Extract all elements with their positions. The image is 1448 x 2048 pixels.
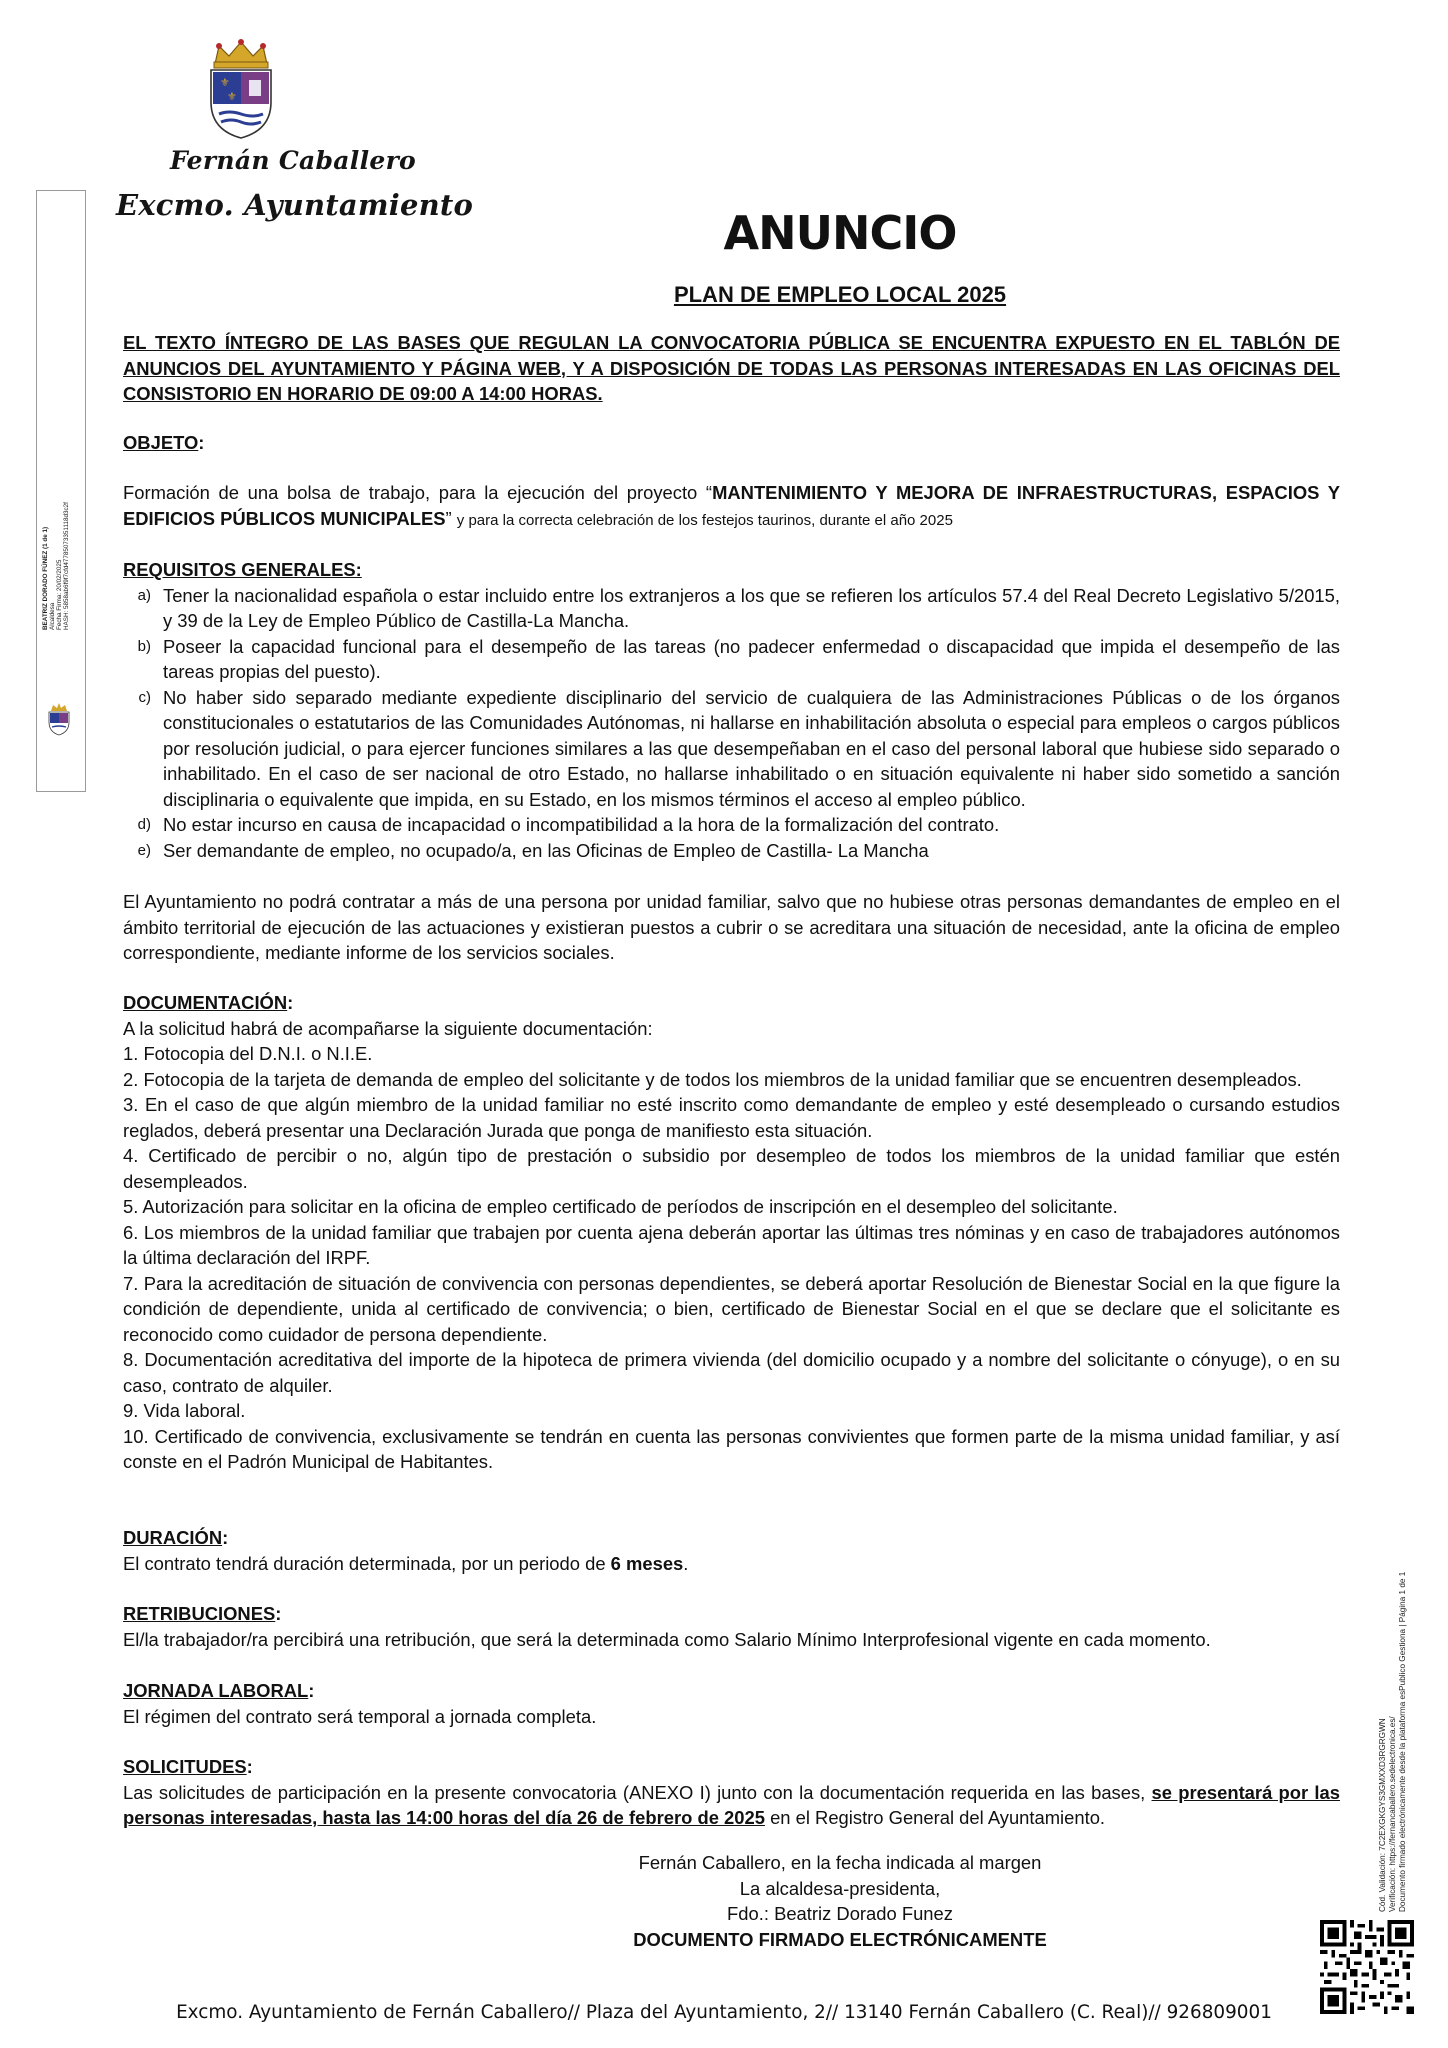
signer-name: BEATRIZ DORADO FÚNEZ (1 de 1)	[42, 526, 49, 630]
intro-paragraph: EL TEXTO ÍNTEGRO DE LAS BASES QUE REGULAN LA CONVOCATORIA PÚBLICA SE ENCUENTRA EXPUESTO EN EL TABLÓN DE ANUNCIOS DEL AYUNTAMIENTO Y PÁGINA WEB, Y A DISPOSICIÓN DE TODAS LAS PERSONAS INTERESADAS EN LAS OFICINAS DEL CONSISTORIO EN HORARIO DE 09:00 A 14:00 HORAS.	[123, 332, 1340, 404]
closing-signed: Fdo.: Beatriz Dorado Funez	[727, 1903, 953, 1924]
list-item: 2. Fotocopia de la tarjeta de demanda de empleo del solicitante y de todos los miembros de la unidad familiar que se encuentren desempleados.	[123, 1068, 1302, 1090]
list-item: 1. Fotocopia del D.N.I. o N.I.E.	[123, 1043, 373, 1064]
page-title: ANUNCIO	[723, 206, 957, 260]
retribuciones-paragraph: El/la trabajador/ra percibirá una retribución, que será la determinada como Salario Mínimo Interprofesional vigente en cada momento.	[123, 1628, 1211, 1650]
list-item: b) Poseer la capacidad funcional para el desempeño de las tareas (no padecer enfermedad o discapacidad que impida el desempeño de las tareas propias del puesto).	[137, 635, 1340, 682]
coat-of-arms-logo	[205, 38, 277, 142]
list-item: 10. Certificado de convivencia, exclusivamente se tendrán en cuenta las personas convivientes que formen parte de la misma unidad familiar, y así conste en el Padrón Municipal de Habitantes.	[123, 1425, 1340, 1472]
documentacion-heading: DOCUMENTACIÓN:	[123, 992, 294, 1013]
validation-strip	[1376, 1502, 1416, 1912]
list-item: 5. Autorización para solicitar en la oficina de empleo certificado de períodos de inscripción en el desempleo del solicitante.	[123, 1196, 1118, 1217]
requisitos-list	[123, 583, 1340, 864]
jornada-heading: JORNADA LABORAL:	[123, 1680, 315, 1701]
validation-code: Cód. Validación: 7C2EXGKGYS3GMXXD3RGRGWN	[1378, 1718, 1387, 1912]
objeto-body	[123, 480, 1340, 533]
validation-platform: Documento firmado electrónicamente desde la plataforma esPublico Gestiona | Página 1 de 1	[1398, 1571, 1407, 1912]
page-subtitle: PLAN DE EMPLEO LOCAL 2025	[673, 282, 1007, 307]
intro-section	[123, 330, 1340, 407]
list-item: 9. Vida laboral.	[123, 1400, 246, 1421]
unidad-familiar-paragraph: El Ayuntamiento no podrá contratar a más de una persona por unidad familiar, salvo que no hubiese otras personas demandantes de empleo en el ámbito territorial de ejecución de las actuaciones y existieran puestos a cubrir o se acreditara una situación de necesidad, ante la oficina de empleo correspondiente, mediante informe de los servicios sociales.	[123, 891, 1340, 963]
objeto-heading: OBJETO:	[123, 432, 205, 453]
signature-strip-text	[38, 460, 84, 630]
list-item: a) Tener la nacionalidad española o estar incluido entre los extranjeros a los que se refieren los artículos 57.4 del Real Decreto Legislativo 5/2015, y 39 de la Ley de Empleo Público de Castilla-La Mancha.	[137, 584, 1340, 631]
solicitudes-section	[123, 1754, 1340, 1831]
list-item: e) Ser demandante de empleo, no ocupado/a, en las Oficinas de Empleo de Castilla- La Mancha	[137, 839, 929, 861]
requisitos-section	[123, 557, 1340, 863]
jornada-section	[123, 1678, 1340, 1729]
list-item: 4. Certificado de percibir o no, algún tipo de prestación o subsidio por desempleo de todos los miembros de la unidad familiar que estén desempleados.	[123, 1145, 1340, 1192]
duracion-section	[123, 1525, 1340, 1576]
duracion-heading: DURACIÓN:	[123, 1527, 229, 1548]
small-crest-icon	[46, 702, 72, 736]
town-name-logo-text: Fernán Caballero	[170, 146, 417, 175]
solicitudes-paragraph: Las solicitudes de participación en la presente convocatoria (ANEXO I) junto con la documentación requerida en las bases, se presentará por las personas interesadas, hasta las 14:00 horas del día 26 de febrero de 2025 en el Registro General del Ayuntamiento.	[123, 1781, 1340, 1828]
signature-block	[440, 1850, 1240, 1952]
closing-electronic: DOCUMENTO FIRMADO ELECTRÓNICAMENTE	[633, 1928, 1047, 1950]
objeto-paragraph: Formación de una bolsa de trabajo, para la ejecución del proyecto “MANTENIMIENTO Y MEJORA DE INFRAESTRUCTURAS, ESPACIOS Y EDIFICIOS PÚBLICOS MUNICIPALES” y para la correcta celebración de los festejos taurinos, durante el año 2025	[123, 482, 1340, 529]
list-item: d) No estar incurso en causa de incapacidad o incompatibilidad a la hora de la formalización del contrato.	[137, 814, 1000, 835]
footer-address: Excmo. Ayuntamiento de Fernán Caballero// Plaza del Ayuntamiento, 2// 13140 Fernán Caballero (C. Real)// 926809001	[176, 2002, 1272, 2023]
objeto-section	[123, 430, 1340, 456]
list-item: c) No haber sido separado mediante expediente disciplinario del servicio de cualquiera de las Administraciones Públicas o de los órganos constitucionales o estatutarios de las Comunidades Autónomas, ni hallarse en inhabilitación absoluta o especial para empleos o cargos públicos por resolución judicial, o para ejercer funciones similares a las que desempeñaban en el caso del personal laboral que hubiese sido separado o inhabilitado. En el caso de ser nacional de otro Estado, no hallarse inhabilitado o en situación equivalente ni haber sido sometido a sanción disciplinaria o equivalente que impida, en su Estado, en los mismos términos el acceso al empleo público.	[138, 686, 1340, 810]
svg-text:⚜: ⚜	[220, 76, 230, 89]
closing-place-date: Fernán Caballero, en la fecha indicada al margen	[638, 1852, 1042, 1873]
signature-date: Fecha Firma: 20/02/2025	[56, 559, 63, 630]
duracion-paragraph: El contrato tendrá duración determinada, por un periodo de 6 meses.	[123, 1552, 689, 1574]
list-item: 6. Los miembros de la unidad familiar que trabajen por cuenta ajena deberán aportar las últimas tres nóminas y en caso de trabajadores autónomos la última declaración del IRPF.	[123, 1221, 1340, 1268]
list-item: 3. En el caso de que algún miembro de la unidad familiar no esté inscrito como demandante de empleo y esté desempleado o cursando estudios reglados, deberá presentar una Declaración Jurada que ponga de manifiesto esta situación.	[123, 1094, 1340, 1141]
signer-role: Alcaldesa	[49, 602, 56, 630]
list-item: 7. Para la acreditación de situación de convivencia con personas dependientes, se deberá aportar Resolución de Bienestar Social en la que figure la condición de dependiente, unida al certificado de convivencia; o bien, certificado de Bienestar Social en el que se declare que el solicitante es reconocido como cuidador de persona dependiente.	[123, 1272, 1340, 1345]
list-item: 8. Documentación acreditativa del importe de la hipoteca de primera vivienda (del domicilio ocupado y a nombre del solicitante o cónyuge), o en su caso, contrato de alquiler.	[123, 1349, 1340, 1396]
retribuciones-heading: RETRIBUCIONES:	[123, 1603, 282, 1624]
documentacion-intro: A la solicitud habrá de acompañarse la siguiente documentación:	[123, 1017, 653, 1039]
validation-url: Verificación: https://fernancaballero.sedelectronica.es/	[1388, 1716, 1397, 1912]
jornada-paragraph: El régimen del contrato será temporal a jornada completa.	[123, 1705, 597, 1727]
solicitudes-heading: SOLICITUDES:	[123, 1756, 253, 1777]
documentacion-section	[123, 990, 1340, 1475]
requisitos-heading: REQUISITOS GENERALES:	[123, 559, 362, 580]
council-name-logo-text: Excmo. Ayuntamiento	[116, 188, 474, 222]
retribuciones-section	[123, 1601, 1340, 1652]
svg-text:⚜: ⚜	[227, 90, 237, 103]
qr-code-icon[interactable]	[1320, 1920, 1414, 2014]
signature-hash: HASH: 5858ab6f9f7cfd47785073351118d3c2f	[63, 502, 70, 630]
closing-role: La alcaldesa-presidenta,	[739, 1877, 941, 1899]
unidad-familiar-section	[123, 889, 1340, 966]
